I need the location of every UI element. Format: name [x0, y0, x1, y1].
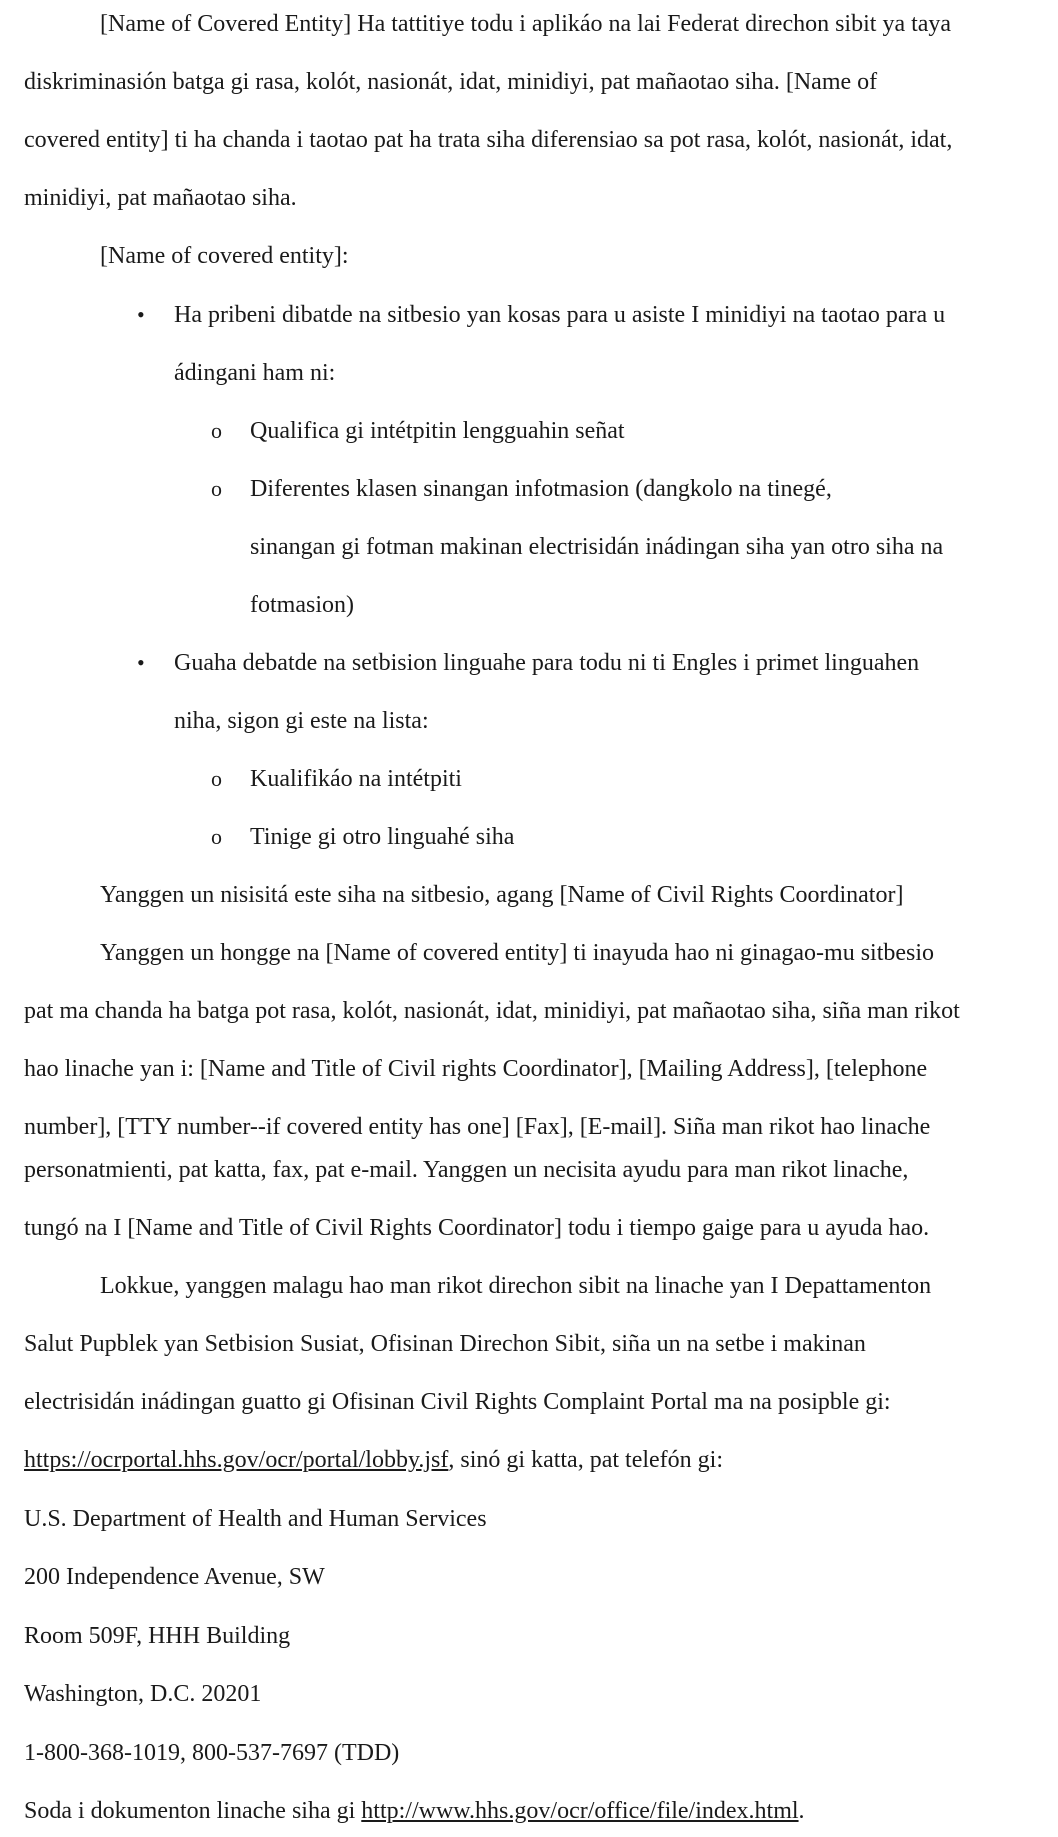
address-department: U.S. Department of Health and Human Services [24, 1506, 487, 1532]
intro-line-4: minidiyi, pat mañaotao siha. [24, 185, 297, 211]
sub-bullet-marker: o [211, 824, 222, 849]
sub-item-sign-language: Qualifica gi intétpitin lengguahin señat [250, 418, 625, 444]
forms-prefix: Soda i dokumenton linache siha gi [24, 1798, 362, 1824]
sub-item-interpreters: Kualifikáo na intétpiti [250, 766, 462, 792]
address-street: 200 Independence Avenue, SW [24, 1564, 325, 1590]
sub-bullet-marker: o [211, 476, 222, 501]
bullet-1-line-2: ádingani ham ni: [174, 360, 336, 386]
intro-line-2: diskriminasión batga gi rasa, kolót, nasionát, idat, minidiyi, pat mañaotao siha. [Name of [24, 69, 878, 95]
sub-bullet-marker: o [211, 418, 222, 443]
intro-line-1: [Name of Covered Entity] Ha tattitiye todu i aplikáo na lai Federat direchon sibit ya taya [100, 11, 952, 37]
ocr-line-4 [24, 1445, 723, 1475]
ocr-line-1: Lokkue, yanggen malagu hao man rikot direchon sibit na linache yan I Depattamenton [100, 1273, 932, 1299]
address-city: Washington, D.C. 20201 [24, 1681, 262, 1707]
sub-bullet-marker: o [211, 766, 222, 791]
forms-link[interactable]: http://www.hhs.gov/ocr/office/file/index.html [361, 1798, 799, 1824]
bullet-2-line-1: Guaha debatde na setbision linguahe para todu ni ti Engles i primet linguahen [174, 650, 920, 676]
sub-item-formats-line-2: sinangan gi fotman makinan electrisidán inádingan siha yan otro siha na [250, 534, 944, 560]
complaint-line-5: personatmienti, pat katta, fax, pat e-mail. Yanggen un necisita ayudu para man rikot linache, [24, 1157, 909, 1183]
complaint-line-4: number], [TTY number--if covered entity has one] [Fax], [E-mail]. Siña man rikot hao linache [24, 1114, 931, 1140]
ocr-line-2: Salut Pupblek yan Setbision Susiat, Ofisinan Direchon Sibit, siña un na setbe i makinan [24, 1331, 866, 1357]
ocr-line-3: electrisidán inádingan guatto gi Ofisinan Civil Rights Complaint Portal ma na posipble gi: [24, 1389, 891, 1415]
complaint-line-6: tungó na I [Name and Title of Civil Rights Coordinator] todu i tiempo gaige para u ayuda hao. [24, 1215, 930, 1241]
bullet-marker: • [137, 650, 145, 675]
complaint-line-3: hao linache yan i: [Name and Title of Civil rights Coordinator], [Mailing Address], [telephone [24, 1056, 928, 1082]
entity-label: [Name of covered entity]: [100, 243, 349, 269]
forms-line [24, 1796, 805, 1826]
forms-suffix: . [798, 1798, 805, 1824]
intro-line-3: covered entity] ti ha chanda i taotao pat ha trata siha diferensiao sa pot rasa, kolót, nasionát, idat, [24, 127, 953, 153]
bullet-2-line-2: niha, sigon gi este na lista: [174, 708, 429, 734]
ocr-line-4-rest: , sinó gi katta, pat telefón gi: [448, 1447, 723, 1473]
address-room: Room 509F, HHH Building [24, 1623, 291, 1649]
sub-item-formats-line-3: fotmasion) [250, 592, 354, 618]
bullet-marker: • [137, 302, 145, 327]
complaint-line-2: pat ma chanda ha batga pot rasa, kolót, nasionát, idat, minidiyi, pat mañaotao siha, siña man rikot [24, 998, 960, 1024]
bullet-1-line-1: Ha pribeni dibatde na sitbesio yan kosas para u asiste I minidiyi na taotao para u [174, 302, 946, 328]
sub-item-other-languages: Tinige gi otro linguahé siha [250, 824, 515, 850]
sub-item-formats-line-1: Diferentes klasen sinangan infotmasion (dangkolo na tinegé, [250, 476, 832, 502]
need-services-line: Yanggen un nisisitá este siha na sitbesio, agang [Name of Civil Rights Coordinator] [100, 882, 904, 908]
complaint-line-1: Yanggen un hongge na [Name of covered entity] ti inayuda hao ni ginagao-mu sitbesio [100, 940, 935, 966]
ocr-portal-link[interactable]: https://ocrportal.hhs.gov/ocr/portal/lobby.jsf [24, 1447, 449, 1473]
address-phones: 1-800-368-1019, 800-537-7697 (TDD) [24, 1740, 400, 1766]
